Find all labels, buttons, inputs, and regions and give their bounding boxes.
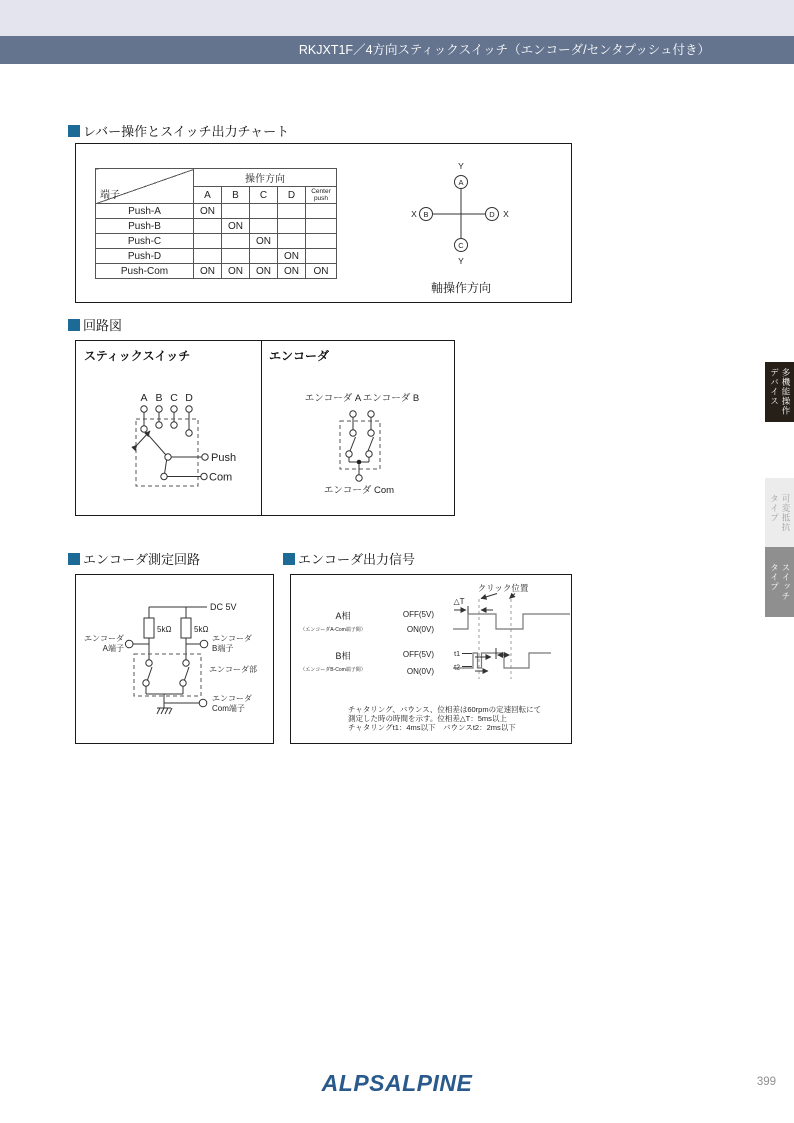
output-signal-box (290, 574, 572, 744)
alps-alpine-logo: ALPSALPINE (321, 1070, 473, 1096)
corner-label: 端子 (100, 190, 120, 201)
encoder-title: エンコーダ (269, 349, 330, 363)
col-header: B (222, 187, 250, 204)
table-cell: ON (194, 264, 222, 279)
a-off-label: OFF(5V) (402, 610, 434, 619)
table-cell: ON (278, 249, 306, 264)
stick-terminal-b: B (155, 392, 163, 404)
table-cell (306, 249, 337, 264)
encoder-b-label: エンコーダ B (362, 393, 420, 404)
a-terminal-label-2: A端子 (102, 644, 124, 653)
table-row (96, 264, 337, 279)
table-cell: ON (222, 219, 250, 234)
table-cell (306, 204, 337, 219)
header-strip (0, 0, 794, 36)
b-phase-name: B相 (335, 651, 351, 661)
a-phase-waveform (453, 614, 570, 629)
section-square-icon (283, 553, 295, 565)
section-heading-label: レバー操作とスイッチ出力チャート (83, 124, 290, 139)
row-label: Push-D (96, 249, 194, 264)
output-notes (348, 705, 541, 732)
stick-switch-circuit (76, 341, 261, 517)
row-label: Push-A (96, 204, 194, 219)
table-cell: ON (194, 204, 222, 219)
note-line: チャタリング、バウンス、位相差は60rpmの定速回転にて (348, 705, 542, 714)
axis-caption: 軸操作方向 (430, 281, 492, 295)
table-cell (278, 204, 306, 219)
stick-terminal-d: D (185, 392, 193, 404)
table-row (96, 204, 337, 219)
b-terminal-label-1: エンコーダ (212, 634, 252, 643)
table-cell: ON (222, 264, 250, 279)
a-phase-name: A相 (335, 611, 351, 621)
b-on-label: ON(0V) (406, 667, 434, 676)
table-cell (306, 234, 337, 249)
b-phase-sub: （エンコーダB-Com端子間） (300, 667, 366, 673)
axis-label-x-right: X (503, 209, 509, 219)
table-cell (194, 249, 222, 264)
table-cell (222, 204, 250, 219)
table-cell (194, 219, 222, 234)
ground-symbol (157, 703, 172, 714)
side-tab-label: 多機能操作 デバイス (769, 368, 791, 416)
row-label: Push-C (96, 234, 194, 249)
side-tab-switch-type (765, 547, 794, 617)
table-cell: ON (278, 264, 306, 279)
table-cell (250, 249, 278, 264)
axis-node-c: C (458, 241, 464, 250)
encoder-a-label: エンコーダ A (304, 393, 362, 404)
section-heading-lever-chart (68, 121, 289, 140)
encoder-part-label: エンコーダ部 (209, 665, 257, 674)
table-cell (250, 204, 278, 219)
stick-switch-title: スティックスイッチ (84, 349, 191, 363)
group-header: 操作方向 (194, 169, 337, 187)
axis-label-y-top: Y (458, 161, 464, 171)
com-terminal-label-1: エンコーダ (212, 694, 252, 703)
table-cell: ON (250, 264, 278, 279)
lever-chart-box (75, 143, 572, 303)
table-cell (194, 234, 222, 249)
section-heading-circuit (68, 315, 122, 334)
com-terminal-label: Com (209, 471, 233, 484)
section-heading-output (283, 549, 415, 568)
t2-label: t2 (454, 664, 460, 672)
row-label: Push-B (96, 219, 194, 234)
section-square-icon (68, 319, 80, 331)
encoder-circuit (261, 341, 456, 517)
row-label: Push-Com (96, 264, 194, 279)
axis-label-y-bottom: Y (458, 256, 464, 266)
axis-node-d: D (489, 210, 495, 219)
section-heading-label: エンコーダ出力信号 (298, 552, 416, 567)
col-header: Center push (306, 187, 337, 204)
table-row (96, 219, 337, 234)
table-cell (222, 234, 250, 249)
b-off-label: OFF(5V) (402, 650, 434, 659)
a-phase-sub: （エンコーダA-Com端子間） (300, 627, 366, 633)
axis-node-b: B (423, 210, 429, 219)
page-title: RKJXT1F／4方向スティックスイッチ（エンコーダ/センタプッシュ付き） (298, 43, 710, 57)
delta-t-label: △T (453, 597, 465, 606)
dc-5v-label: DC 5V (210, 602, 237, 612)
resistor-left-label: 5kΩ (157, 625, 172, 634)
section-heading-measure (68, 549, 200, 568)
note-line: チャタリングt1：4ms以下 バウンスt2：2ms以下 (348, 723, 516, 733)
com-terminal-label-2: Com端子 (212, 704, 245, 713)
table-cell (250, 219, 278, 234)
side-tab-label: 可変抵抗 タイプ (769, 493, 791, 532)
header-bar (0, 36, 794, 64)
measure-circuit (76, 575, 272, 742)
note-line: 測定した時の時間を示す。位相差△T：5ms以上 (348, 714, 507, 724)
table-row (96, 234, 337, 249)
side-tab-variable-resistor-type (765, 478, 794, 547)
corner-cell (96, 169, 194, 204)
push-terminal-label: Push (211, 452, 237, 464)
t1-label: t1 (454, 651, 460, 658)
axis-label-x-left: X (411, 209, 417, 219)
axis-direction-diagram (386, 152, 546, 302)
section-heading-label: 回路図 (83, 318, 123, 333)
table-cell (222, 249, 250, 264)
a-terminal-label-1: エンコーダ (84, 634, 124, 643)
output-chart-table (95, 168, 337, 279)
circuit-box (75, 340, 455, 516)
resistor-right-label: 5kΩ (194, 625, 209, 634)
section-heading-label: エンコーダ測定回路 (83, 552, 201, 567)
section-square-icon (68, 553, 80, 565)
col-header: C (250, 187, 278, 204)
axis-node-a: A (458, 178, 464, 187)
b-terminal-label-2: B端子 (212, 644, 234, 653)
page-number: 399 (756, 1076, 776, 1088)
stick-terminal-c: C (170, 392, 178, 404)
table-cell (278, 234, 306, 249)
stick-terminal-a: A (140, 392, 148, 404)
a-on-label: ON(0V) (406, 625, 434, 634)
table-cell (278, 219, 306, 234)
col-header: D (278, 187, 306, 204)
table-cell (306, 219, 337, 234)
table-row (96, 249, 337, 264)
side-tab-label: スイッチ タイプ (769, 563, 791, 601)
side-tab-multifunction-devices (765, 362, 794, 422)
click-position-label: クリック位置 (477, 583, 529, 593)
table-cell: ON (250, 234, 278, 249)
encoder-com-label: エンコーダ Com (323, 485, 395, 496)
measure-circuit-box (75, 574, 274, 744)
col-header: A (194, 187, 222, 204)
table-cell: ON (306, 264, 337, 279)
section-square-icon (68, 125, 80, 137)
